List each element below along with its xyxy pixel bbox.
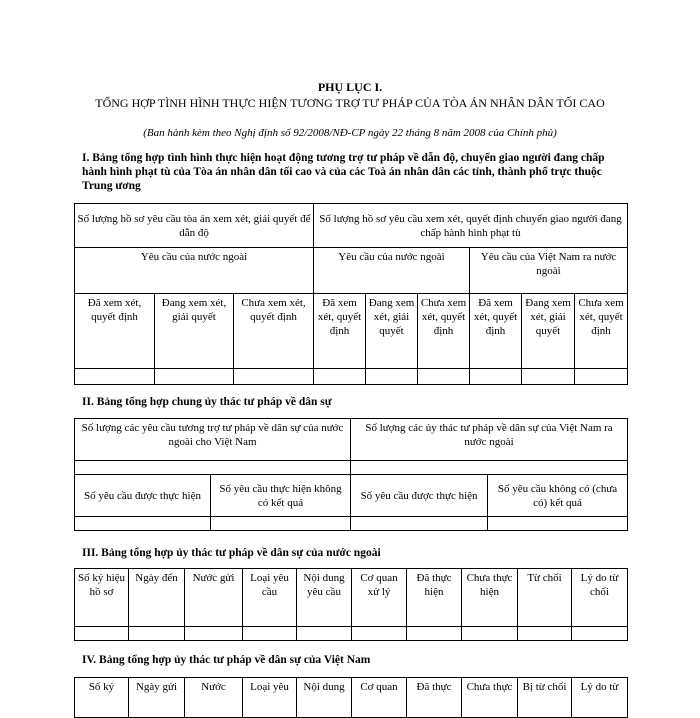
table1-col-header: Chưa xem xét, quyết định [575, 294, 628, 369]
table4-col-header: Ngày gửi [129, 678, 185, 718]
table-cell [572, 627, 628, 641]
table-cell [75, 461, 351, 475]
table4-col-header: Lý do từ [572, 678, 628, 718]
table-cell [297, 627, 352, 641]
section-1-table [74, 203, 628, 385]
table4-col-header: Đã thực [407, 678, 462, 718]
table-cell [75, 627, 129, 641]
table1-col-header: Chưa xem xét, quyết định [418, 294, 470, 369]
table-cell [129, 627, 185, 641]
table1-col-header: Đang xem xét, giải quyết [155, 294, 234, 369]
section-3-title: III. Bảng tổng hợp ủy thác tư pháp về dân sự của nước ngoài [82, 547, 381, 559]
table-row [75, 627, 628, 641]
table3-col-header: Từ chối [518, 569, 572, 627]
table-cell [75, 517, 211, 531]
table4-col-header: Chưa thực [462, 678, 518, 718]
table1-group-right: Số lượng hồ sơ yêu cầu xem xét, quyết định chuyển giao người đang chấp hành hình phạt tù [314, 204, 628, 248]
table1-group-left: Số lượng hồ sơ yêu cầu tòa án xem xét, giải quyết để dẫn độ [75, 204, 314, 248]
table-cell [575, 369, 628, 385]
table-cell [155, 369, 234, 385]
table-cell [314, 369, 366, 385]
table1-sub-mid: Yêu cầu của nước ngoài [314, 248, 470, 294]
table3-col-header: Số ký hiệu hồ sơ [75, 569, 129, 627]
table-row [75, 369, 628, 385]
table2-col-header: Số yêu cầu không có (chưa có) kết quả [488, 475, 628, 517]
section-4-table [74, 677, 628, 718]
table2-group-left: Số lượng các yêu cầu tương trợ tư pháp về dân sự của nước ngoài cho Việt Nam [75, 419, 351, 461]
table3-col-header: Đã thực hiện [407, 569, 462, 627]
table-cell [470, 369, 522, 385]
table4-col-header: Số ký [75, 678, 129, 718]
table4-col-header: Cơ quan [352, 678, 407, 718]
table1-col-header: Đã xem xét, quyết định [75, 294, 155, 369]
table-cell [418, 369, 470, 385]
table1-col-header: Đang xem xét, giải quyết [366, 294, 418, 369]
table-cell [407, 627, 462, 641]
table1-col-header: Chưa xem xét, quyết định [234, 294, 314, 369]
table3-col-header: Lý do từ chối [572, 569, 628, 627]
table4-col-header: Loại yêu [243, 678, 297, 718]
table2-group-right: Số lượng các ủy thác tư pháp về dân sự của Việt Nam ra nước ngoài [351, 419, 628, 461]
table-cell [75, 369, 155, 385]
table3-col-header: Nước gửi [185, 569, 243, 627]
table3-col-header: Chưa thực hiện [462, 569, 518, 627]
section-4-title: IV. Bảng tổng hợp ủy thác tư pháp về dân sự của Việt Nam [82, 654, 371, 666]
table3-col-header: Nội dung yêu cầu [297, 569, 352, 627]
table3-col-header: Ngày đến [129, 569, 185, 627]
table1-sub-right: Yêu cầu của Việt Nam ra nước ngoài [470, 248, 628, 294]
table-cell [366, 369, 418, 385]
table-cell [352, 627, 407, 641]
table1-sub-left: Yêu cầu của nước ngoài [75, 248, 314, 294]
table3-col-header: Loại yêu cầu [243, 569, 297, 627]
table-cell [522, 369, 575, 385]
table-cell [234, 369, 314, 385]
table-cell [518, 627, 572, 641]
table2-col-header: Số yêu cầu được thực hiện [75, 475, 211, 517]
table3-col-header: Cơ quan xử lý [352, 569, 407, 627]
section-3-table [74, 568, 628, 641]
table-cell [488, 517, 628, 531]
table1-col-header: Đã xem xét, quyết định [314, 294, 366, 369]
table1-col-header: Đã xem xét, quyết định [470, 294, 522, 369]
table4-col-header: Bị từ chối [518, 678, 572, 718]
table-cell [211, 517, 351, 531]
table-cell [351, 517, 488, 531]
table-row [75, 517, 628, 531]
table-row [75, 461, 628, 475]
table4-col-header: Nước [185, 678, 243, 718]
appendix-label: PHỤ LỤC I. [317, 80, 383, 94]
table-cell [243, 627, 297, 641]
table-cell [462, 627, 518, 641]
section-2-title: II. Bảng tổng hợp chung ủy thác tư pháp về dân sự [82, 396, 332, 408]
table2-col-header: Số yêu cầu được thực hiện [351, 475, 488, 517]
table-cell [185, 627, 243, 641]
table4-col-header: Nội dung [297, 678, 352, 718]
section-2-table [74, 418, 628, 531]
table2-col-header: Số yêu cầu thực hiện không có kết quả [211, 475, 351, 517]
section-1-title: I. Bảng tổng hợp tình hình thực hiện hoạt động tương trợ tư pháp về dẫn độ, chuyển giao người đang chấp hành hình phạt tù của Tòa án nhân dân tối cao và của các Toà án nhân dân các tỉnh, thành phố trực thuộc Trung ương [82, 152, 605, 192]
document-title: TỔNG HỢP TÌNH HÌNH THỰC HIỆN TƯƠNG TRỢ TƯ PHÁP CỦA TÒA ÁN NHÂN DÂN TỐI CAO [95, 96, 605, 110]
table1-col-header: Đang xem xét, giải quyết [522, 294, 575, 369]
table-cell [351, 461, 628, 475]
document-subtitle: (Ban hành kèm theo Nghị định số 92/2008/NĐ-CP ngày 22 tháng 8 năm 2008 của Chính phủ) [143, 127, 557, 139]
